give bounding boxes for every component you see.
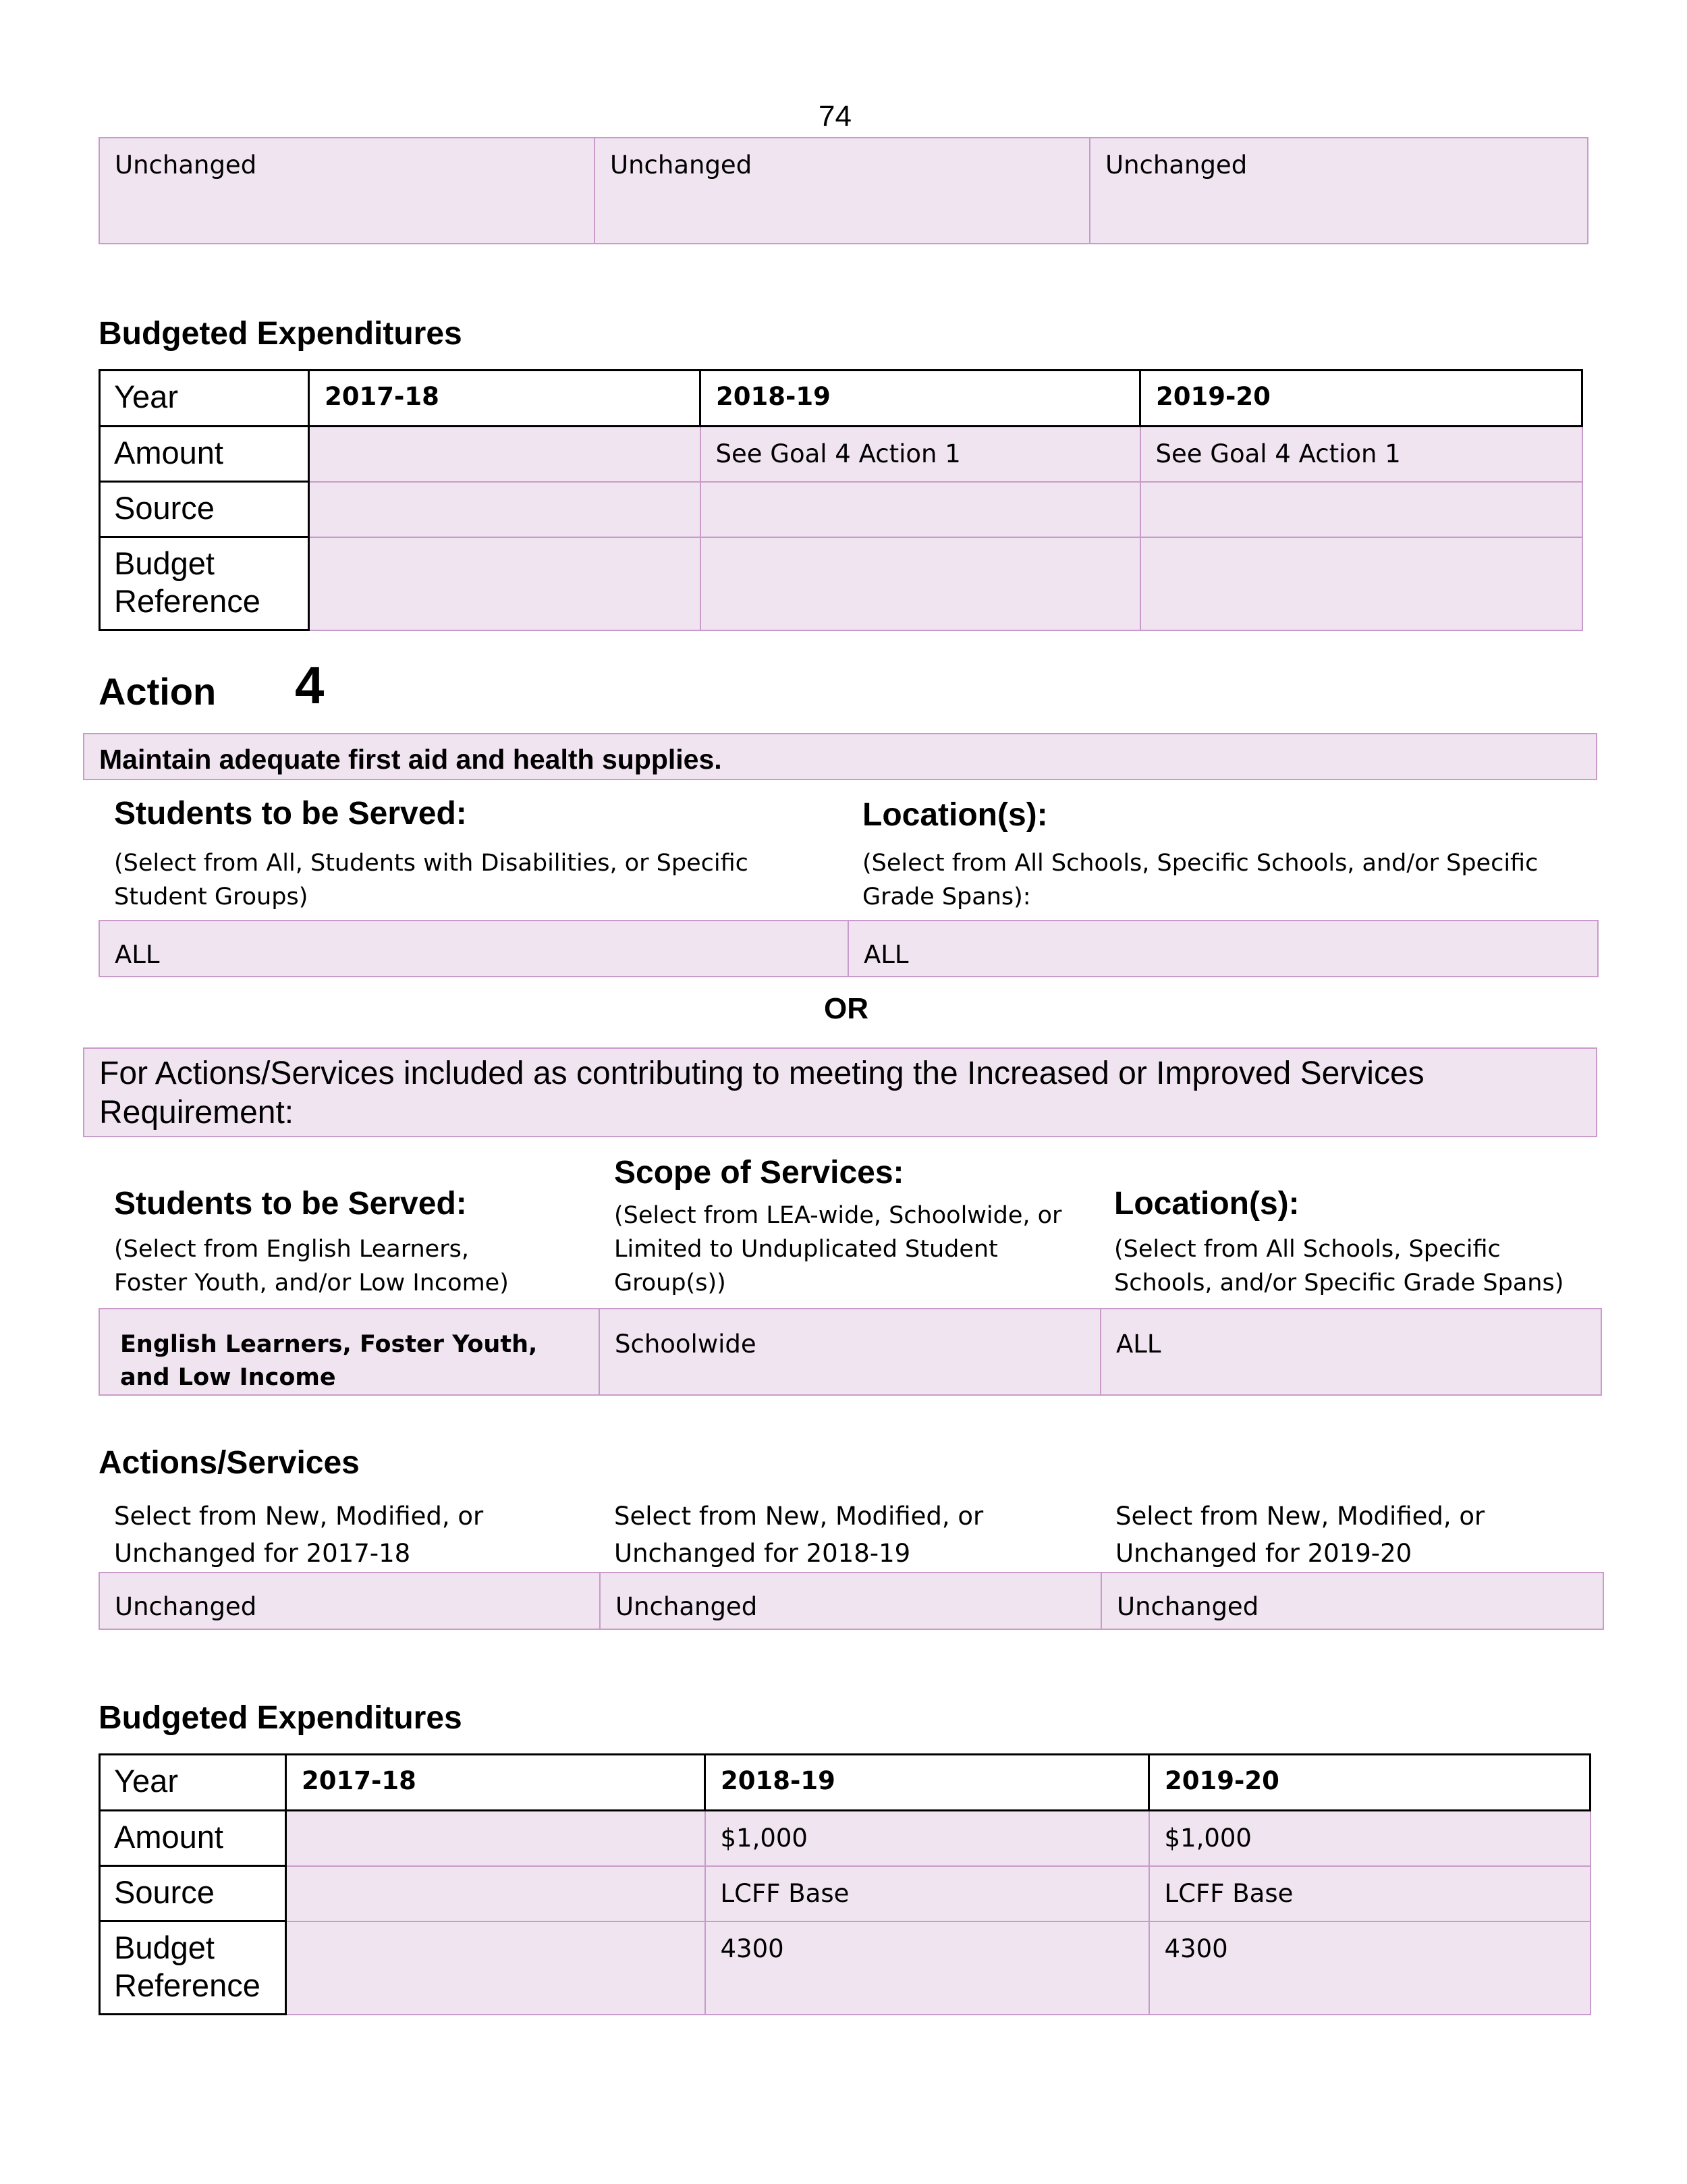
served1-students-heading: Students to be Served:	[114, 796, 467, 831]
served2-students-heading: Students to be Served:	[114, 1186, 467, 1222]
budget1-table	[99, 369, 1583, 631]
top-cell-1: Unchanged	[99, 138, 594, 244]
served1-location-hint: (Select from All Schools, Specific Schools, and/or Specific Grade Spans):	[862, 850, 1539, 910]
budget1-year-3: 2019-20	[1140, 371, 1582, 427]
top-unchanged-row	[99, 137, 1588, 244]
served2-students-hint: (Select from English Learners, Foster Youth, and/or Low Income)	[114, 1236, 509, 1296]
served1-location-value: ALL	[848, 921, 1598, 977]
budget1-year-2: 2018-19	[700, 371, 1140, 427]
budget1-source-3	[1140, 482, 1582, 537]
actions-value-2: Unchanged	[600, 1573, 1101, 1629]
budget2-amount-3: $1,000	[1149, 1811, 1591, 1866]
budget2-year-2: 2018-19	[705, 1755, 1149, 1811]
actions-values-row	[99, 1572, 1604, 1630]
page-number: 74	[819, 100, 852, 133]
budget1-reference-label: Budget Reference	[100, 537, 309, 630]
budget1-source-label: Source	[100, 482, 309, 537]
budget2-source-label: Source	[100, 1866, 286, 1921]
served2-scope-hint: (Select from LEA-wide, Schoolwide, or Limited to Unduplicated Student Group(s))	[614, 1202, 1062, 1296]
served1-location-heading: Location(s):	[862, 797, 1048, 833]
top-cell-2: Unchanged	[594, 138, 1090, 244]
served1-values-row	[99, 920, 1599, 977]
budget1-amount-1	[309, 427, 700, 482]
budget1-reference-1	[309, 537, 700, 630]
actions-prompt-3: Select from New, Modified, or Unchanged for 2019-20	[1115, 1502, 1485, 1568]
served2-students-value: English Learners, Foster Youth, and Low Income	[99, 1309, 599, 1395]
served2-location-hint: (Select from All Schools, Specific Schools, and/or Specific Grade Spans)	[1114, 1236, 1564, 1296]
served1-students-value: ALL	[99, 921, 848, 977]
budget2-amount-1	[286, 1811, 705, 1866]
actions-value-3: Unchanged	[1101, 1573, 1603, 1629]
actions-prompt-1: Select from New, Modified, or Unchanged for 2017-18	[114, 1502, 484, 1568]
budget2-reference-2: 4300	[705, 1921, 1149, 2015]
budget2-reference-1	[286, 1921, 705, 2015]
budget1-reference-3	[1140, 537, 1582, 630]
budget1-year-label: Year	[100, 371, 309, 427]
budget2-heading: Budgeted Expenditures	[99, 1700, 462, 1736]
increased-services-box: For Actions/Services included as contributing to meeting the Increased or Improved Services Requirement:	[83, 1047, 1597, 1137]
budget2-year-1: 2017-18	[286, 1755, 705, 1811]
or-label: OR	[824, 992, 868, 1025]
budget2-reference-label: Budget Reference	[100, 1921, 286, 2015]
budget2-source-3: LCFF Base	[1149, 1866, 1591, 1921]
budget2-source-1	[286, 1866, 705, 1921]
budget1-reference-2	[700, 537, 1140, 630]
budget2-reference-3: 4300	[1149, 1921, 1591, 2015]
actions-value-1: Unchanged	[99, 1573, 600, 1629]
actions-services-heading: Actions/Services	[99, 1445, 360, 1481]
served2-scope-heading: Scope of Services:	[614, 1155, 904, 1191]
action-label: Action	[99, 670, 217, 713]
budget2-amount-label: Amount	[100, 1811, 286, 1866]
budget1-amount-3: See Goal 4 Action 1	[1140, 427, 1582, 482]
budget1-amount-label: Amount	[100, 427, 309, 482]
budget1-amount-2: See Goal 4 Action 1	[700, 427, 1140, 482]
budget1-source-2	[700, 482, 1140, 537]
served2-location-heading: Location(s):	[1114, 1186, 1300, 1222]
served2-scope-value: Schoolwide	[599, 1309, 1101, 1395]
budget2-amount-2: $1,000	[705, 1811, 1149, 1866]
action-description: Maintain adequate first aid and health supplies.	[83, 733, 1597, 780]
budget1-source-1	[309, 482, 700, 537]
top-cell-3: Unchanged	[1090, 138, 1588, 244]
served2-location-value: ALL	[1101, 1309, 1601, 1395]
served2-values-row	[99, 1308, 1602, 1396]
budget1-year-1: 2017-18	[309, 371, 700, 427]
budget2-source-2: LCFF Base	[705, 1866, 1149, 1921]
budget1-heading: Budgeted Expenditures	[99, 316, 462, 352]
action-number: 4	[295, 655, 325, 715]
actions-prompt-2: Select from New, Modified, or Unchanged for 2018-19	[614, 1502, 984, 1568]
served1-students-hint: (Select from All, Students with Disabilities, or Specific Student Groups)	[114, 850, 748, 910]
budget2-year-3: 2019-20	[1149, 1755, 1591, 1811]
budget2-table	[99, 1753, 1591, 2015]
budget2-year-label: Year	[100, 1755, 286, 1811]
